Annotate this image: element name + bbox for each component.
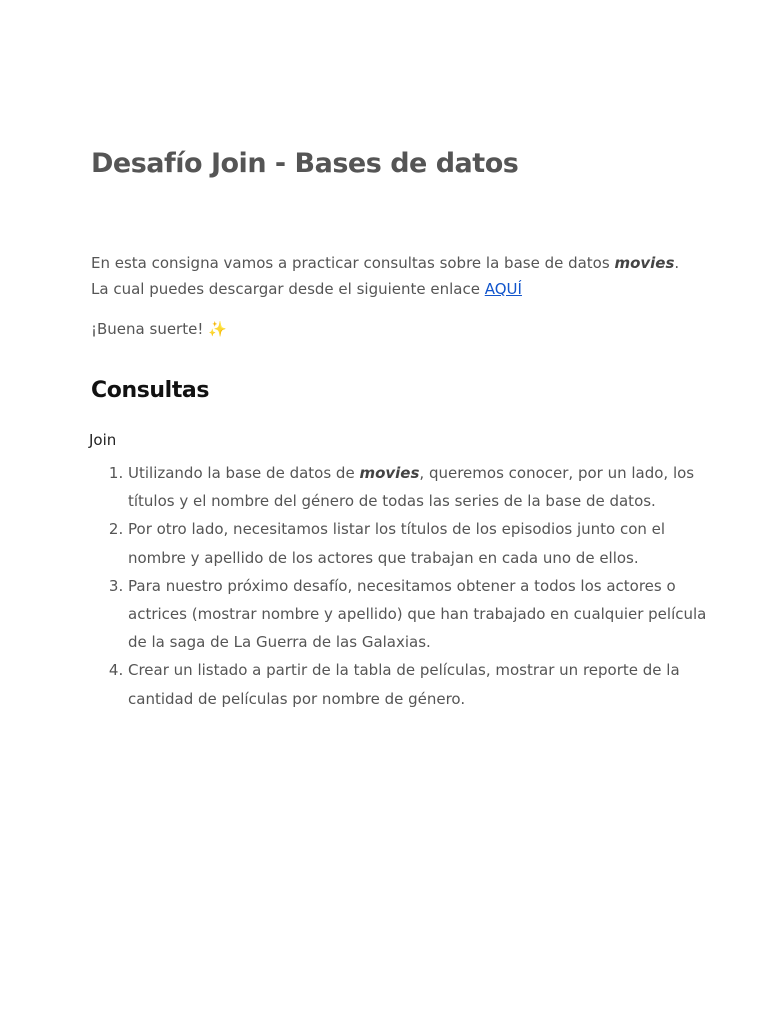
item-1-prefix: Utilizando la base de datos de xyxy=(128,464,360,482)
query-list xyxy=(91,459,708,713)
item-1-db-name: movies xyxy=(359,464,420,482)
good-luck-text xyxy=(91,316,227,342)
page-title: Desafío Join - Bases de datos xyxy=(91,148,519,179)
good-luck-label: ¡Buena suerte! xyxy=(91,320,209,338)
item-1-suffix: , queremos conocer, por un lado, los títulos y el nombre del género de todas las series de la base de datos. xyxy=(128,464,695,511)
intro-paragraph xyxy=(91,250,681,302)
intro-line1-prefix: En esta consigna vamos a practicar consultas sobre la base de datos xyxy=(91,254,615,272)
sparkles-icon: ✨ xyxy=(208,320,227,338)
list-item: 3. Para nuestro próximo desafío, necesitamos obtener a todos los actores o actrices (mostrar nombre y apellido) que han trabajado en cualquier película de la saga de La Guerra de las Galaxias. xyxy=(128,572,708,657)
intro-line1-suffix: . xyxy=(674,254,680,272)
list-item: 4. Crear un listado a partir de la tabla de películas, mostrar un reporte de la cantidad de películas por nombre de género. xyxy=(128,656,708,712)
intro-line2-prefix: La cual puedes descargar desde el siguiente enlace xyxy=(91,280,485,298)
section-heading: Consultas xyxy=(91,378,210,403)
list-item: 2. Por otro lado, necesitamos listar los títulos de los episodios junto con el nombre y apellido de los actores que trabajan en cada uno de ellos. xyxy=(128,515,708,571)
intro-db-name: movies xyxy=(614,254,675,272)
subheading-join: Join xyxy=(89,431,117,449)
download-link[interactable]: AQUÍ xyxy=(484,280,522,298)
list-item xyxy=(128,459,708,515)
